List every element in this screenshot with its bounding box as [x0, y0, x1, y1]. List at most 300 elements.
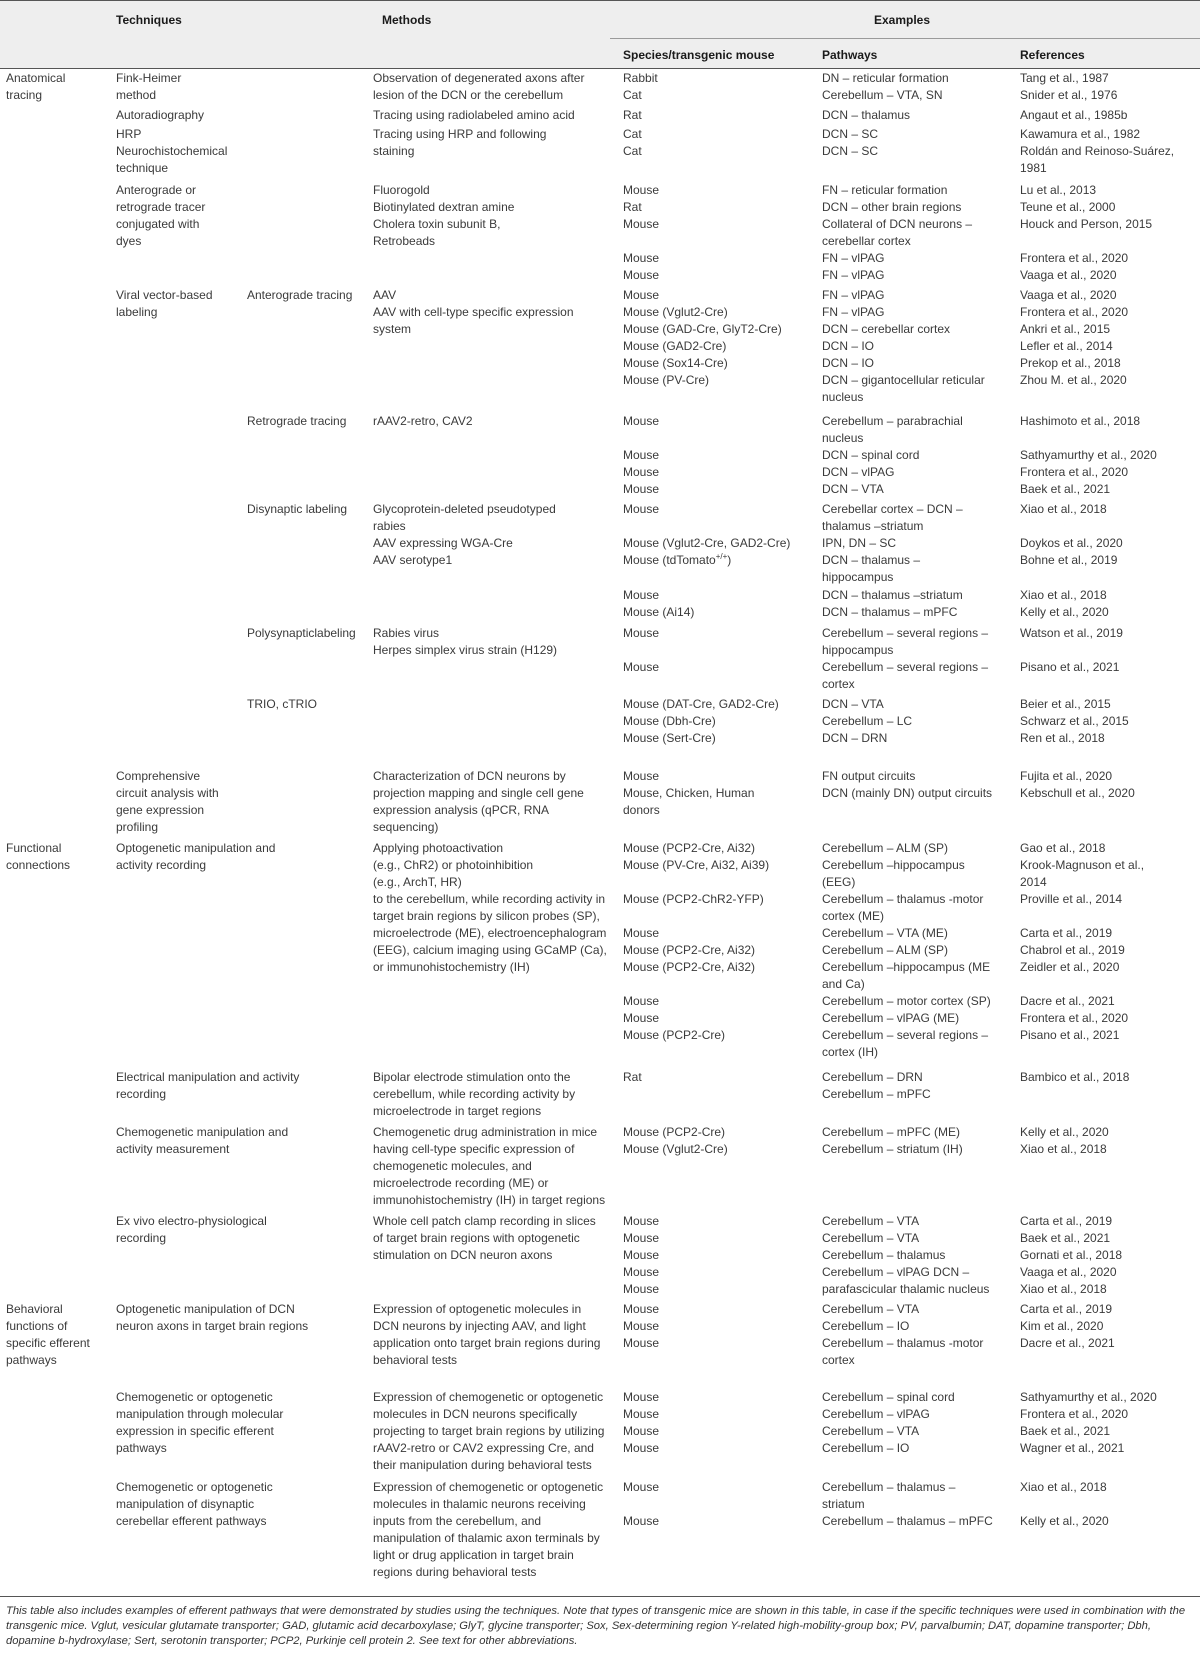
cell-line: Cerebellum – VTA [822, 1214, 920, 1228]
category-cell [6, 840, 70, 874]
cell-line: Frontera et al., 2020 [1020, 251, 1129, 265]
cell-line: Cerebellum – vlPAG DCN – [822, 1265, 970, 1279]
cell-line: Mouse (PCP2-Cre, Ai32) [623, 943, 756, 957]
reference-cell [1020, 1069, 1129, 1086]
method-cell [373, 1124, 605, 1209]
species-cell [623, 587, 694, 621]
technique-cell [116, 1213, 267, 1247]
cell-line: Bipolar electrode stimulation onto the [373, 1070, 571, 1084]
cell-line: Cerebellum –hippocampus [822, 858, 965, 872]
cell-line: rabies [373, 519, 406, 533]
cell-line: Cerebellum – IO [822, 1441, 910, 1455]
cell-line: immunohistochemistry (IH) in target regions [373, 1193, 606, 1207]
method-cell [373, 501, 556, 569]
cell-line: Cat [623, 144, 642, 158]
cell-line: cortex [822, 677, 855, 691]
cell-line: Mouse [623, 926, 660, 940]
cell-line: Sathyamurthy et al., 2020 [1020, 1390, 1157, 1404]
method-cell [373, 126, 546, 160]
reference-cell [1020, 413, 1140, 430]
cell-line: Mouse [623, 1248, 660, 1262]
species-cell [623, 1301, 659, 1352]
cell-line: Carta et al., 2019 [1020, 926, 1113, 940]
cell-line: activity measurement [116, 1142, 230, 1156]
cell-line: Kelly et al., 2020 [1020, 605, 1109, 619]
cell-line: recording [116, 1087, 167, 1101]
method-cell [373, 1213, 596, 1264]
cell-line: chemogenetic molecules, and [373, 1159, 532, 1173]
cell-line: molecules in thalamic neurons receiving [373, 1497, 586, 1511]
reference-cell [1020, 126, 1174, 177]
cell-line: Rat [623, 1070, 642, 1084]
cell-line: functions of [6, 1319, 68, 1333]
cell-line: Chabrol et al., 2019 [1020, 943, 1125, 957]
cell-line: DCN – thalamus –striatum [822, 588, 963, 602]
cell-line: gene expression [116, 803, 205, 817]
method-cell [373, 413, 473, 430]
cell-line [1020, 976, 1144, 993]
cell-line: nucleus [822, 390, 864, 404]
cell-line: neuron axons in target brain regions [116, 1319, 309, 1333]
cell-line: Zhou M. et al., 2020 [1020, 373, 1127, 387]
cell-line: Mouse [623, 1214, 660, 1228]
cell-line: specific efferent [6, 1336, 90, 1350]
cell-line: staining [373, 144, 415, 158]
cell-line: striatum [822, 1497, 865, 1511]
technique-cell [116, 1124, 288, 1158]
cell-line: light or drug application in target brain [373, 1548, 574, 1562]
cell-line: Cerebellum – VTA [822, 1424, 920, 1438]
cell-line: Kebschull et al., 2020 [1020, 786, 1135, 800]
cell-line: FN – reticular formation [822, 183, 948, 197]
cell-line: manipulation through molecular [116, 1407, 284, 1421]
cell-line: Watson et al., 2019 [1020, 626, 1123, 640]
cell-line: Mouse [623, 448, 660, 462]
cell-line: Hashimoto et al., 2018 [1020, 414, 1141, 428]
species-cell [623, 1213, 659, 1298]
cell-line: Neurochistochemical [116, 144, 228, 158]
cell-line: Cerebellum – vlPAG (ME) [822, 1011, 960, 1025]
reference-cell [1020, 587, 1109, 621]
cell-line: Expression of chemogenetic or optogenetic [373, 1390, 604, 1404]
table-footnote: This table also includes examples of efferent pathways that were demonstrated by studies using the techniques. Note that types of transgenic mice are shown in this table, in case if the specific techniques were used in combination with the transgenic mice. Vglut, vesicular glutamate transporter; GAD, glutamic acid decarboxylase; GlyT, glycine transporter; Sox, Sex-determining region Y-related high-mobility-group box; PV, parvalbumin; DAT, dopamine transporter; Dbh, dopamine b-hydroxylase; Sert, serotonin transporter; PCP2, Purkinje cell protein 2. See text for other abbreviations. [6, 1605, 1186, 1647]
pathway-cell [822, 287, 985, 406]
cell-line: DN – reticular formation [822, 71, 949, 85]
cell-line: Sathyamurthy et al., 2020 [1020, 448, 1157, 462]
cell-line: DCN – SC [822, 144, 879, 158]
reference-cell [1020, 70, 1117, 104]
cell-line: dyes [116, 234, 142, 248]
cell-line: AAV expressing WGA-Cre [373, 536, 513, 550]
cell-line: having cell-type specific expression of [373, 1142, 575, 1156]
subtechnique-cell [247, 501, 347, 518]
cell-line: projecting to target brain regions by utilizing [373, 1424, 605, 1438]
header-references: References [1020, 48, 1085, 62]
cell-line: DCN – thalamus [822, 108, 911, 122]
cell-line: Cerebellum – DRN [822, 1070, 923, 1084]
header-techniques: Techniques [116, 13, 182, 27]
cell-line: Comprehensive [116, 769, 201, 783]
method-cell [373, 1389, 604, 1474]
cell-line: Mouse [623, 1336, 660, 1350]
reference-cell [1020, 768, 1135, 802]
cell-line: Zeidler et al., 2020 [1020, 960, 1120, 974]
cell-line: Mouse [623, 1390, 660, 1404]
cell-line: Rabbit [623, 71, 658, 85]
cell-line: thalamus –striatum [822, 519, 924, 533]
cell-line: Tracing using radiolabeled amino acid [373, 108, 575, 122]
species-cell [623, 501, 790, 569]
cell-line: FN – vlPAG [822, 268, 885, 282]
cell-line: Gornati et al., 2018 [1020, 1248, 1123, 1262]
cell-line: DCN – thalamus – [822, 553, 921, 567]
cell-line: Tracing using HRP and following [373, 127, 547, 141]
header-species: Species/transgenic mouse [623, 48, 775, 62]
cell-line: target brain regions by silicon probes (SP), [373, 909, 600, 923]
cell-line: connections [6, 858, 71, 872]
cell-line: Lu et al., 2013 [1020, 183, 1097, 197]
cell-line: Mouse [623, 465, 660, 479]
cell-line: Chemogenetic manipulation and [116, 1125, 289, 1139]
cell-line: nucleus [822, 431, 864, 445]
cell-line: sequencing) [373, 820, 439, 834]
cell-line: expression in specific efferent [116, 1424, 274, 1438]
cell-line: Krook-Magnuson et al., [1020, 858, 1145, 872]
method-cell [373, 70, 584, 104]
cell-line: Retrobeads [373, 234, 436, 248]
cell-line: or immunohistochemistry (IH) [373, 960, 530, 974]
cell-line: Dacre et al., 2021 [1020, 994, 1115, 1008]
cell-line: Optogenetic manipulation of DCN [116, 1302, 295, 1316]
cell-line: manipulation of disynaptic [116, 1497, 255, 1511]
cell-line: Cerebellum – mPFC (ME) [822, 1125, 961, 1139]
cell-line: tracing [6, 88, 43, 102]
category-cell [6, 1301, 90, 1369]
cell-line: donors [623, 803, 660, 817]
cell-line: pathways [116, 1441, 167, 1455]
cell-line: Cerebellum – thalamus [822, 1248, 946, 1262]
cell-line: Fink-Heimer [116, 71, 182, 85]
cell-line: Carta et al., 2019 [1020, 1302, 1113, 1316]
pathway-cell [822, 659, 988, 693]
cell-line: (e.g., ArchT, HR) [373, 875, 462, 889]
pathway-cell [822, 126, 878, 160]
cell-line: Tang et al., 1987 [1020, 71, 1109, 85]
cell-line: Mouse [623, 994, 660, 1008]
cell-line: Cerebellum – several regions – [822, 1028, 989, 1042]
cell-line: Cerebellum – IO [822, 1319, 910, 1333]
cell-line: Mouse [623, 482, 660, 496]
cell-line: AAV serotype1 [373, 553, 453, 567]
cell-line: Angaut et al., 1985b [1020, 108, 1128, 122]
cell-line: (e.g., ChR2) or photoinhibition [373, 858, 534, 872]
cell-line: DCN – gigantocellular reticular [822, 373, 985, 387]
header-pathways: Pathways [822, 48, 878, 62]
cell-line: Chemogenetic or optogenetic [116, 1480, 273, 1494]
cell-line: Mouse (Vglut2-Cre) [623, 305, 728, 319]
cell-line: DCN – other brain regions [822, 200, 962, 214]
cell-line: Anterograde tracing [247, 288, 353, 302]
cell-line: Kelly et al., 2020 [1020, 1514, 1109, 1528]
pathway-cell [822, 1124, 963, 1158]
method-cell [373, 1479, 603, 1581]
cell-line: Xiao et al., 2018 [1020, 502, 1107, 516]
cell-line: Ankri et al., 2015 [1020, 322, 1111, 336]
cell-line: FN – vlPAG [822, 288, 885, 302]
cell-line: profiling [116, 820, 159, 834]
cell-line: Cerebellum – thalamus -motor [822, 892, 984, 906]
cell-line: Disynaptic labeling [247, 502, 348, 516]
cell-line: inputs from the cerebellum, and [373, 1514, 542, 1528]
cell-line: stimulation on DCN neuron axons [373, 1248, 553, 1262]
cell-line: cerebellar cortex [822, 234, 911, 248]
method-cell [373, 107, 575, 124]
cell-line: Kim et al., 2020 [1020, 1319, 1104, 1333]
cell-line: Herpes simplex virus strain (H129) [373, 643, 558, 657]
cell-line: Cerebellum – ALM (SP) [822, 943, 949, 957]
cell-line: Cerebellum – VTA [822, 1302, 920, 1316]
subtechnique-cell [247, 287, 352, 304]
cell-line: Chemogenetic drug administration in mice [373, 1125, 598, 1139]
cell-line: Wagner et al., 2021 [1020, 1441, 1125, 1455]
cell-line: Frontera et al., 2020 [1020, 465, 1129, 479]
reference-cell [1020, 1124, 1109, 1158]
cell-line: Gao et al., 2018 [1020, 841, 1106, 855]
cell-line: Cerebellum – ALM (SP) [822, 841, 949, 855]
method-cell [373, 768, 584, 836]
cell-line: cortex (ME) [822, 909, 885, 923]
reference-cell [1020, 1213, 1122, 1298]
table-bottom-rule [0, 1596, 1200, 1597]
cell-line: Cerebellum – VTA [822, 1231, 920, 1245]
cell-line: and Ca) [822, 977, 865, 991]
cell-line: retrograde tracer [116, 200, 206, 214]
cell-line: Vaaga et al., 2020 [1020, 288, 1117, 302]
cell-line: lesion of the DCN or the cerebellum [373, 88, 564, 102]
pathway-cell [822, 1213, 989, 1298]
cell-line: technique [116, 161, 169, 175]
cell-line: microelectrode recording (ME) or [373, 1176, 549, 1190]
examples-subheader-rule [610, 38, 1200, 39]
pathway-cell [822, 70, 949, 104]
cell-line: Retrograde tracing [247, 414, 347, 428]
species-cell [623, 413, 659, 430]
cell-line: Mouse [623, 251, 660, 265]
cell-line: cerebellar efferent pathways [116, 1514, 267, 1528]
reference-cell [1020, 107, 1127, 124]
cell-line: Bambico et al., 2018 [1020, 1070, 1130, 1084]
subtechnique-cell [247, 413, 346, 430]
reference-cell [1020, 696, 1129, 747]
cell-line: Mouse [623, 217, 660, 231]
cell-line: microelectrode in target regions [373, 1104, 542, 1118]
cell-line: expression analysis (qPCR, RNA [373, 803, 550, 817]
cell-line: Pisano et al., 2021 [1020, 1028, 1120, 1042]
cell-line: Cerebellum – LC [822, 714, 913, 728]
cell-line: circuit analysis with [116, 786, 219, 800]
cell-line: Mouse (Sert-Cre) [623, 731, 716, 745]
reference-cell [1020, 447, 1157, 498]
technique-cell [116, 107, 204, 124]
pathway-cell [822, 182, 972, 284]
cell-line: Electrical manipulation and activity [116, 1070, 300, 1084]
cell-line: behavioral tests [373, 1353, 458, 1367]
cell-line: Cerebellum – parabrachial [822, 414, 963, 428]
technique-cell [116, 1069, 299, 1103]
cell-line: Mouse (GAD2-Cre) [623, 339, 727, 353]
cell-line: Mouse [623, 1319, 660, 1333]
cell-line: projection mapping and single cell gene [373, 786, 584, 800]
cell-line: Xiao et al., 2018 [1020, 1142, 1107, 1156]
cell-line: labeling [116, 305, 158, 319]
cell-line: activity recording [116, 858, 207, 872]
cell-line: DCN – SC [822, 127, 879, 141]
cell-line: HRP [116, 127, 142, 141]
cell-line: cortex [822, 1353, 855, 1367]
cell-line: Applying photoactivation [373, 841, 504, 855]
cell-line: microelectrode (ME), electroencephalogram [373, 926, 607, 940]
cell-line: Proville et al., 2014 [1020, 892, 1123, 906]
reference-cell [1020, 840, 1144, 1044]
technique-cell [116, 182, 205, 250]
cell-line: Mouse [623, 288, 660, 302]
cell-line: Mouse (Vglut2-Cre, GAD2-Cre) [623, 536, 791, 550]
cell-line: Frontera et al., 2020 [1020, 305, 1129, 319]
cell-line: Cerebellum –hippocampus (ME [822, 960, 991, 974]
cell-line: Baek et al., 2021 [1020, 1424, 1111, 1438]
cell-line: 1981 [1020, 161, 1047, 175]
cell-line: Rabies virus [373, 626, 440, 640]
cell-line: DCN – DRN [822, 731, 888, 745]
cell-line: Cerebellum – motor cortex (SP) [822, 994, 991, 1008]
species-cell [623, 1479, 659, 1530]
cell-line: Frontera et al., 2020 [1020, 1407, 1129, 1421]
cell-line: Whole cell patch clamp recording in slices [373, 1214, 596, 1228]
cell-line [623, 233, 659, 250]
cell-line: Mouse [623, 1407, 660, 1421]
cell-line: 2014 [1020, 875, 1047, 889]
cell-line: Cerebellar cortex – DCN – [822, 502, 963, 516]
cell-line: Baek et al., 2021 [1020, 1231, 1111, 1245]
cell-line: Cerebellum – spinal cord [822, 1390, 955, 1404]
cell-line: Teune et al., 2000 [1020, 200, 1116, 214]
species-cell [623, 840, 769, 1044]
cell-line: Cerebellum – vlPAG [822, 1407, 930, 1421]
cell-line: Rat [623, 200, 642, 214]
cell-line: AAV [373, 288, 397, 302]
cell-line: Schwarz et al., 2015 [1020, 714, 1129, 728]
reference-cell [1020, 501, 1123, 569]
cell-line: Cerebellum – striatum (IH) [822, 1142, 963, 1156]
cell-line: Anatomical [6, 71, 66, 85]
cell-line: Mouse [623, 1011, 660, 1025]
cell-line: Mouse (PCP2-ChR2-YFP) [623, 892, 764, 906]
cell-line: Mouse [623, 1424, 660, 1438]
cell-line: TRIO, cTRIO [247, 697, 317, 711]
cell-line: FN – vlPAG [822, 251, 885, 265]
species-cell [623, 182, 659, 284]
cell-line: Mouse (PV-Cre, Ai32, Ai39) [623, 858, 770, 872]
cell-line: their manipulation during behavioral tests [373, 1458, 592, 1472]
technique-cell [116, 1301, 308, 1335]
cell-line: Xiao et al., 2018 [1020, 1282, 1107, 1296]
cell-line: molecules in DCN neurons specifically [373, 1407, 578, 1421]
subtechnique-cell [247, 696, 317, 713]
header-examples: Examples [874, 13, 931, 27]
technique-cell [116, 1389, 283, 1457]
pathway-cell [822, 1479, 993, 1530]
cell-line: Dacre et al., 2021 [1020, 1336, 1115, 1350]
cell-line: Mouse [623, 1282, 660, 1296]
cell-line: rAAV2-retro, CAV2 [373, 414, 473, 428]
species-cell [623, 696, 779, 747]
cell-line: Mouse (PCP2-Cre) [623, 1125, 726, 1139]
cell-line: application onto target brain regions during [373, 1336, 601, 1350]
cell-line: DCN – IO [822, 339, 875, 353]
cell-line: Mouse [623, 769, 660, 783]
reference-cell [1020, 1479, 1109, 1530]
cell-line: Anterograde or [116, 183, 197, 197]
cell-line: Lefler et al., 2014 [1020, 339, 1113, 353]
cell-line: Mouse [623, 183, 660, 197]
cell-line: Mouse [623, 1231, 660, 1245]
cell-line: Mouse [623, 626, 660, 640]
cell-line: Fluorogold [373, 183, 430, 197]
cell-line: manipulation of thalamic axon terminals by [373, 1531, 600, 1545]
cell-line: (EEG), calcium imaging using GCaMP (Ca), [373, 943, 607, 957]
cell-line: Mouse (tdTomato+/+) [623, 552, 732, 567]
pathway-cell [822, 447, 919, 498]
reference-cell [1020, 182, 1152, 284]
method-cell [373, 840, 607, 976]
cell-line [1020, 233, 1152, 250]
cell-line: Houck and Person, 2015 [1020, 217, 1153, 231]
cell-line: cerebellum, while recording activity by [373, 1087, 576, 1101]
cell-line: Cerebellum – thalamus – [822, 1480, 956, 1494]
cell-line: Ren et al., 2018 [1020, 731, 1105, 745]
cell-line: Cerebellum – VTA (ME) [822, 926, 948, 940]
cell-line: Ex vivo electro-physiological [116, 1214, 267, 1228]
cell-line: Autoradiography [116, 108, 205, 122]
cell-line: Chemogenetic or optogenetic [116, 1390, 273, 1404]
cell-line: hippocampus [822, 643, 894, 657]
species-cell [623, 287, 782, 389]
technique-cell [116, 1479, 273, 1530]
cell-line: Kawamura et al., 1982 [1020, 127, 1141, 141]
cell-line: pathways [6, 1353, 57, 1367]
category-cell [6, 70, 65, 104]
cell-line: Pisano et al., 2021 [1020, 660, 1120, 674]
cell-line: Mouse (PCP2-Cre, Ai32) [623, 960, 756, 974]
cell-line: Roldán and Reinoso-Suárez, [1020, 144, 1175, 158]
cell-line [1020, 908, 1144, 925]
cell-line: Mouse (PV-Cre) [623, 373, 710, 387]
cell-line: Kelly et al., 2020 [1020, 1125, 1109, 1139]
pathway-cell [822, 696, 912, 747]
cell-line [623, 874, 769, 891]
cell-line: Biotinylated dextran amine [373, 200, 515, 214]
cell-line: Mouse [623, 502, 660, 516]
cell-line: Doykos et al., 2020 [1020, 536, 1123, 550]
method-cell [373, 182, 514, 250]
species-cell [623, 625, 659, 642]
cell-line: Expression of optogenetic molecules in [373, 1302, 582, 1316]
technique-cell [116, 840, 275, 874]
cell-line: Observation of degenerated axons after [373, 71, 585, 85]
method-cell [373, 1069, 575, 1120]
cell-line: Xiao et al., 2018 [1020, 588, 1107, 602]
header-methods: Methods [382, 13, 432, 27]
